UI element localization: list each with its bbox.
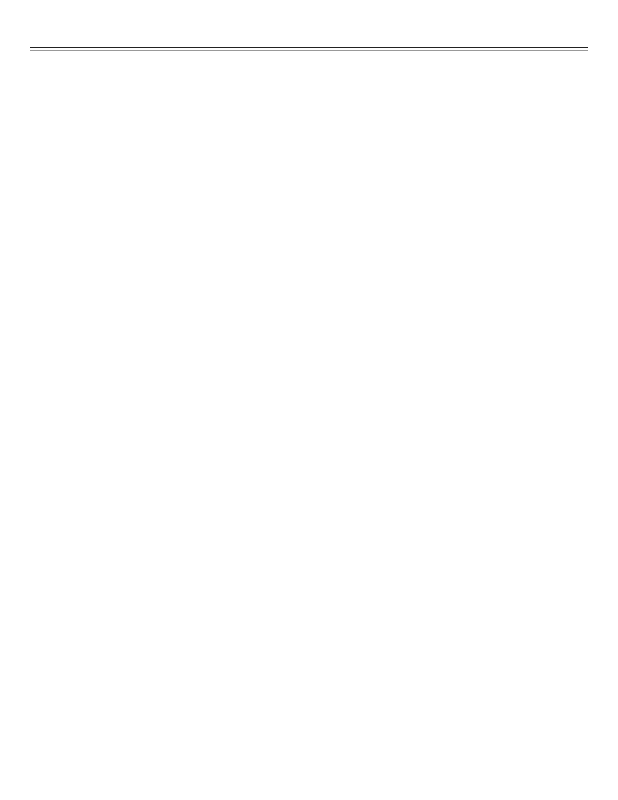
left-column (44, 76, 306, 90)
header-rule (30, 47, 588, 48)
right-column (326, 76, 588, 90)
header-rule-secondary (30, 50, 588, 51)
